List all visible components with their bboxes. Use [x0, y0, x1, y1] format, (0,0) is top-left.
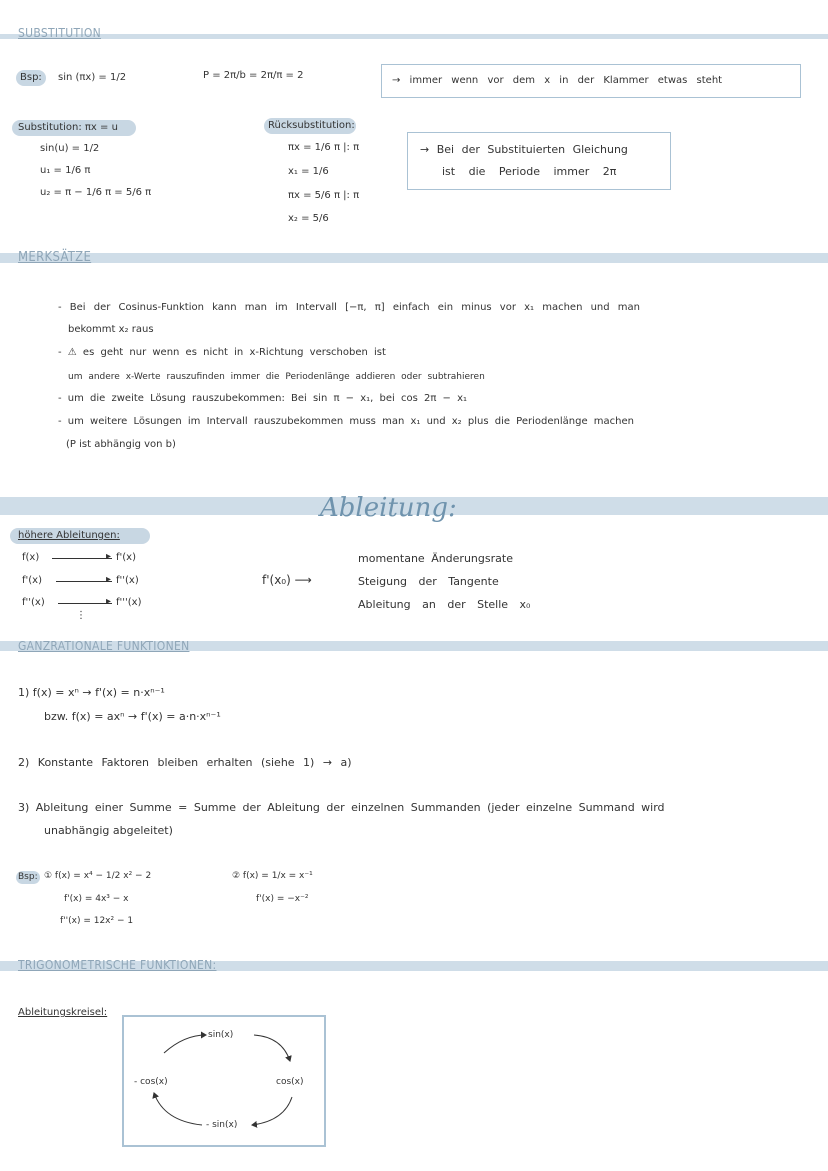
merksatz-2: - ⚠ es geht nur wenn es nicht in x-Richtung verschoben ist — [58, 347, 386, 358]
chain-3-arrow — [58, 603, 112, 604]
example-2-line-2: f'(x) = −x⁻² — [256, 894, 309, 904]
resub-line-3: πx = 5/6 π |: π — [288, 190, 360, 201]
example-1-line-1: ① f(x) = x⁴ − 1/2 x² − 2 — [44, 871, 152, 881]
substitution-label: Substitution: πx = u — [18, 122, 118, 133]
arrow-bottom-to-left — [154, 1093, 202, 1125]
rule-3-line-2: unabhängig abgeleitet) — [44, 824, 173, 837]
example-equation: sin (πx) = 1/2 — [58, 72, 127, 83]
resub-line-1: πx = 1/6 π |: π — [288, 142, 360, 153]
chain-3-from: f''(x) — [22, 597, 45, 608]
note-1-text: → immer wenn vor dem x in der Klammer etwas steht — [392, 75, 723, 86]
f-prime-x0: f'(x₀) ⟶ — [262, 573, 312, 587]
chain-3-arrowhead: ▸ — [106, 596, 112, 607]
chain-2-arrowhead: ▸ — [106, 574, 112, 585]
section-title-trigonometrisch: TRIGONOMETRISCHE FUNKTIONEN: — [18, 958, 217, 972]
chain-1-to: f'(x) — [116, 552, 136, 563]
sub-line-2: u₁ = 1/6 π — [40, 165, 91, 176]
kreisel-bottom-minus-sin: - sin(x) — [206, 1120, 238, 1130]
chain-2-arrow — [56, 581, 112, 582]
section-title-substitution: SUBSTITUTION — [18, 26, 102, 40]
meaning-1: momentane Änderungsrate — [358, 552, 513, 565]
section-title-merksaetze: MERKSÄTZE — [18, 250, 92, 265]
merksatz-4-cont: (P ist abhängig von b) — [66, 439, 176, 450]
section-band-substitution — [0, 34, 828, 39]
merksatz-1-cont: bekommt x₂ raus — [68, 324, 154, 335]
arrow-right-to-bottom — [252, 1097, 292, 1125]
note-2-line-2: ist die Periode immer 2π — [442, 165, 617, 178]
section-title-ganzrational: GANZRATIONALE FUNKTIONEN — [18, 639, 190, 653]
meaning-2: Steigung der Tangente — [358, 575, 499, 588]
chain-1-arrow — [52, 558, 112, 559]
merksatz-4: - um weitere Lösungen im Intervall rauszubekommen muss man x₁ und x₂ plus die Periodenlänge machen — [58, 416, 634, 427]
meaning-3: Ableitung an der Stelle x₀ — [358, 598, 531, 611]
section-title-ableitung: Ableitung: — [320, 493, 457, 523]
kreisel-top-sin: sin(x) — [208, 1030, 234, 1040]
chain-2-to: f''(x) — [116, 575, 139, 586]
rule-1b: bzw. f(x) = axⁿ → f'(x) = a·n·xⁿ⁻¹ — [44, 710, 221, 723]
sub-line-1: sin(u) = 1/2 — [40, 143, 100, 154]
merksatz-1: - Bei der Cosinus-Funktion kann man im Intervall [−π, π] einfach ein minus vor x₁ machen und man — [58, 302, 641, 313]
merksatz-2-cont: um andere x-Werte rauszufinden immer die Periodenlänge addieren oder subtrahieren — [68, 372, 485, 382]
arrow-top-to-right — [254, 1035, 290, 1061]
merksatz-3: - um die zweite Lösung rauszubekommen: Bei sin π − x₁, bei cos 2π − x₁ — [58, 393, 468, 404]
bsp-label: Bsp: — [20, 72, 42, 83]
example-label: Bsp: — [18, 872, 38, 882]
example-1-line-2: f'(x) = 4x³ − x — [64, 894, 129, 904]
kreisel-right-cos: cos(x) — [276, 1077, 304, 1087]
rule-2: 2) Konstante Faktoren bleiben erhalten (siehe 1) → a) — [18, 756, 352, 769]
note-2-line-1: → Bei der Substituierten Gleichung — [420, 143, 628, 156]
chain-3-to: f'''(x) — [116, 597, 142, 608]
period-formula: P = 2π/b = 2π/π = 2 — [203, 70, 304, 81]
chain-dots: ⋮ — [76, 610, 86, 621]
resubstitution-label: Rücksubstitution: — [268, 120, 355, 131]
example-2-line-1: ② f(x) = 1/x = x⁻¹ — [232, 871, 313, 881]
section-band-merksaetze — [0, 253, 828, 263]
sub-line-3: u₂ = π − 1/6 π = 5/6 π — [40, 187, 152, 198]
chain-1-arrowhead: ▸ — [106, 551, 112, 562]
kreisel-label: Ableitungskreisel: — [18, 1007, 108, 1018]
rule-1a: 1) f(x) = xⁿ → f'(x) = n·xⁿ⁻¹ — [18, 686, 165, 699]
resub-line-4: x₂ = 5/6 — [288, 213, 329, 224]
chain-2-from: f'(x) — [22, 575, 42, 586]
rule-3-line-1: 3) Ableitung einer Summe = Summe der Ableitung der einzelnen Summanden (jeder einzelne Summand wird — [18, 801, 665, 814]
resub-line-2: x₁ = 1/6 — [288, 166, 329, 177]
example-1-line-3: f''(x) = 12x² − 1 — [60, 916, 134, 926]
note-box-2 — [407, 132, 671, 190]
arrow-left-to-top — [164, 1035, 206, 1053]
chain-1-from: f(x) — [22, 552, 40, 563]
hoehere-ableitungen-label: höhere Ableitungen: — [18, 530, 120, 541]
kreisel-left-minus-cos: - cos(x) — [134, 1077, 168, 1087]
